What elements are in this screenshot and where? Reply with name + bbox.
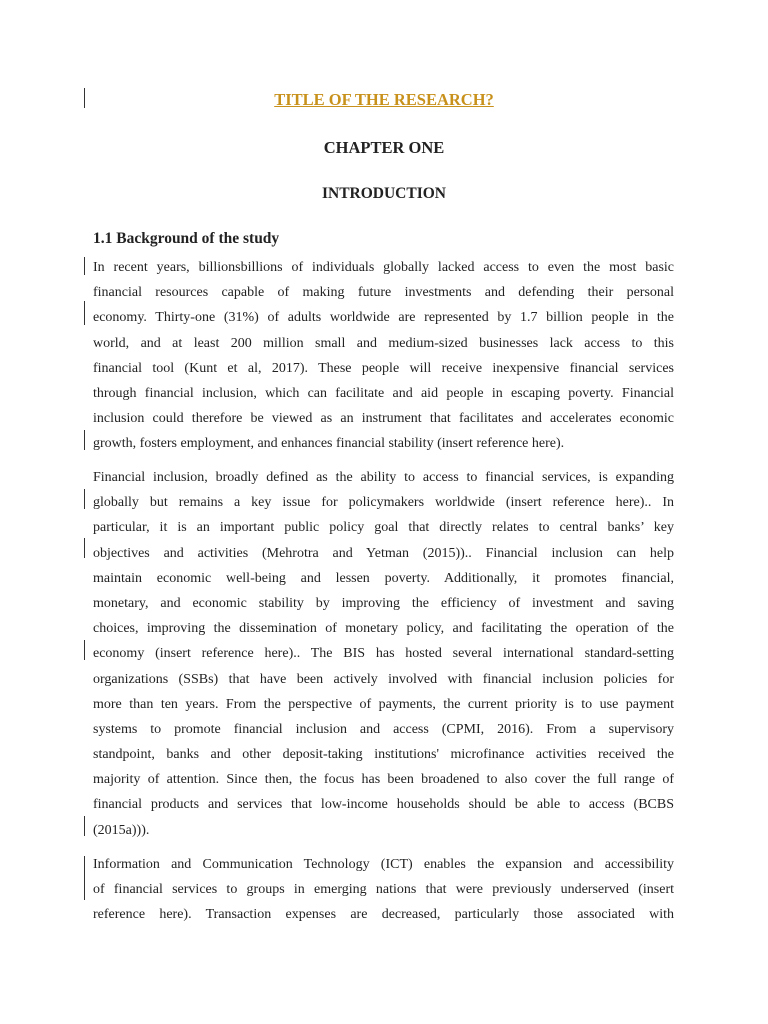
text-line: (2015a))). (93, 822, 150, 838)
text-line: majority of attention. Since then, the focus has been broadened to also cover the full range of (93, 772, 674, 788)
change-bar (84, 538, 85, 558)
subsection-heading: 1.1 Background of the study (93, 230, 280, 247)
text-line: Financial inclusion, broadly defined as the ability to access to financial services, is expanding (93, 470, 674, 485)
text-line: systems to promote financial inclusion and access (CPMI, 2016). From a supervisory (93, 721, 674, 737)
text-line: financial products and services that low-income households should be able to access (BCBS (93, 797, 674, 813)
text-line: organizations (SSBs) that have been actively involved with financial inclusion policies for (93, 671, 674, 687)
paragraph-ict (93, 852, 674, 928)
change-bar (84, 430, 85, 450)
change-bar (84, 816, 85, 836)
change-bar (84, 856, 85, 900)
text-line: growth, fosters employment, and enhances financial stability (insert reference here). (93, 436, 565, 452)
text-line: maintain economic well-being and lessen poverty. Additionally, it promotes financial, (93, 570, 674, 586)
chapter-heading: CHAPTER ONE (323, 138, 445, 157)
text-line: financial resources capable of making future investments and defending their personal (93, 285, 674, 301)
change-bar (84, 640, 85, 660)
text-line: particular, it is an important public policy goal that directly relates to central banks’ key (93, 520, 674, 536)
text-line: more than ten years. From the perspective of payments, the current priority is to use payment (93, 696, 674, 712)
text-line: In recent years, billionsbillions of individuals globally lacked access to even the most basic (93, 260, 674, 275)
text-line: monetary, and economic stability by improving the efficiency of investment and saving (93, 595, 674, 611)
text-line: economy. Thirty-one (31%) of adults worldwide are represented by 1.7 billion people in the (93, 310, 674, 326)
section-heading: INTRODUCTION (321, 185, 446, 202)
text-line: through financial inclusion, which can facilitate and aid people in escaping poverty. Financial (93, 385, 674, 401)
document-title: TITLE OF THE RESEARCH? (274, 90, 494, 109)
text-line: financial tool (Kunt et al, 2017). These people will receive inexpensive financial services (93, 360, 674, 376)
change-bar (84, 301, 85, 325)
text-line: economy (insert reference here).. The BIS has hosted several international standard-setting (93, 646, 674, 662)
text-line: world, and at least 200 million small and medium-sized businesses lack access to this (93, 335, 674, 351)
change-bar (84, 489, 85, 509)
text-line: of financial services to groups in emerging nations that were previously underserved (insert (93, 882, 674, 898)
change-bar (84, 257, 85, 275)
text-line: reference here). Transaction expenses are decreased, particularly those associated with (93, 907, 674, 923)
paragraph-background (93, 255, 674, 457)
text-line: globally but remains a key issue for policymakers worldwide (insert reference here).. In (93, 495, 674, 511)
text-line: standpoint, banks and other deposit-taking institutions' microfinance activities received the (93, 747, 674, 763)
paragraph-financial-inclusion (93, 465, 674, 843)
text-line: Information and Communication Technology (ICT) enables the expansion and accessibility (93, 857, 674, 872)
text-line: choices, improving the dissemination of monetary policy, and facilitating the operation of the (93, 621, 674, 637)
text-line: objectives and activities (Mehrotra and Yetman (2015)).. Financial inclusion can help (93, 545, 674, 561)
text-line: inclusion could therefore be viewed as an instrument that facilitates and accelerates economic (93, 411, 674, 427)
